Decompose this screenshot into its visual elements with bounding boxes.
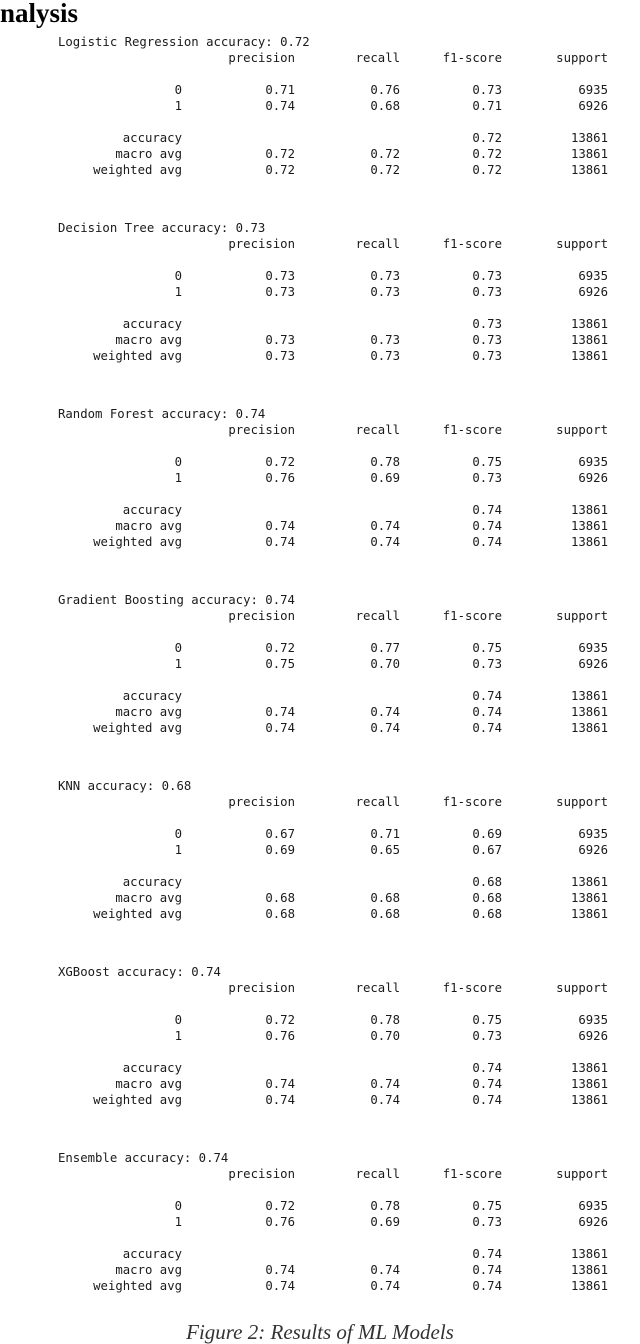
cell-label: 1	[174, 1215, 182, 1229]
cell-recall: 0.74	[370, 519, 400, 533]
cell-precision: 0.67	[265, 827, 295, 841]
summary-row	[0, 1246, 640, 1262]
cell-support: 13861	[570, 317, 608, 331]
cell-label: accuracy	[122, 1247, 182, 1261]
cell-f1: 0.75	[472, 1199, 502, 1213]
summary-row	[0, 1076, 640, 1092]
report-title: Decision Tree accuracy: 0.73	[58, 221, 266, 235]
cell-precision: 0.71	[265, 83, 295, 97]
cell-f1: 0.75	[472, 1013, 502, 1027]
cell-precision: 0.74	[265, 1263, 295, 1277]
cell-recall: 0.74	[370, 535, 400, 549]
report-title: KNN accuracy: 0.68	[58, 779, 192, 793]
cell-precision: 0.69	[265, 843, 295, 857]
cell-label: macro avg	[115, 705, 182, 719]
cell-label: 0	[174, 1199, 182, 1213]
column-header-f1: f1-score	[442, 51, 502, 65]
summary-row	[0, 1060, 640, 1076]
cell-recall: 0.72	[370, 147, 400, 161]
class-row	[0, 454, 640, 470]
cell-support: 6926	[578, 471, 608, 485]
class-row	[0, 470, 640, 486]
cell-support: 13861	[570, 131, 608, 145]
column-header-support: support	[556, 423, 608, 437]
column-header-recall: recall	[355, 795, 400, 809]
cell-f1: 0.73	[472, 83, 502, 97]
cell-precision: 0.72	[265, 1013, 295, 1027]
cell-label: accuracy	[122, 689, 182, 703]
class-row	[0, 284, 640, 300]
cell-support: 13861	[570, 1247, 608, 1261]
cell-label: weighted avg	[93, 1093, 182, 1107]
cell-f1: 0.74	[472, 1061, 502, 1075]
class-row	[0, 1198, 640, 1214]
column-header-f1: f1-score	[442, 795, 502, 809]
cell-f1: 0.68	[472, 891, 502, 905]
cell-support: 13861	[570, 333, 608, 347]
cell-precision: 0.74	[265, 1279, 295, 1293]
column-header-recall: recall	[355, 51, 400, 65]
cell-recall: 0.68	[370, 891, 400, 905]
cell-f1: 0.73	[472, 1215, 502, 1229]
column-header-f1: f1-score	[442, 237, 502, 251]
cell-precision: 0.74	[265, 721, 295, 735]
report-title: XGBoost accuracy: 0.74	[58, 965, 221, 979]
cell-recall: 0.68	[370, 99, 400, 113]
column-header-f1: f1-score	[442, 423, 502, 437]
cell-recall: 0.73	[370, 285, 400, 299]
cell-f1: 0.73	[472, 657, 502, 671]
cell-f1: 0.72	[472, 147, 502, 161]
cell-label: accuracy	[122, 1061, 182, 1075]
cell-f1: 0.73	[472, 349, 502, 363]
cell-support: 6935	[578, 1199, 608, 1213]
class-row	[0, 98, 640, 114]
report-header-row	[0, 50, 640, 66]
column-header-f1: f1-score	[442, 981, 502, 995]
cell-precision: 0.76	[265, 1029, 295, 1043]
summary-row	[0, 162, 640, 178]
column-header-support: support	[556, 237, 608, 251]
cell-recall: 0.73	[370, 269, 400, 283]
cell-f1: 0.74	[472, 535, 502, 549]
cell-support: 13861	[570, 1279, 608, 1293]
cell-recall: 0.78	[370, 1013, 400, 1027]
cell-recall: 0.70	[370, 1029, 400, 1043]
cell-recall: 0.74	[370, 1077, 400, 1091]
class-row	[0, 1028, 640, 1044]
cell-f1: 0.73	[472, 317, 502, 331]
cell-f1: 0.73	[472, 1029, 502, 1043]
summary-row	[0, 688, 640, 704]
cell-support: 13861	[570, 349, 608, 363]
cell-label: 0	[174, 455, 182, 469]
cell-recall: 0.73	[370, 349, 400, 363]
cell-precision: 0.73	[265, 333, 295, 347]
cell-label: macro avg	[115, 333, 182, 347]
report-header-row	[0, 980, 640, 996]
column-header-recall: recall	[355, 1167, 400, 1181]
cell-support: 6926	[578, 843, 608, 857]
cell-precision: 0.76	[265, 471, 295, 485]
cell-support: 13861	[570, 503, 608, 517]
column-header-recall: recall	[355, 609, 400, 623]
summary-row	[0, 1262, 640, 1278]
summary-row	[0, 348, 640, 364]
cell-support: 6935	[578, 269, 608, 283]
summary-row	[0, 874, 640, 890]
cell-recall: 0.68	[370, 907, 400, 921]
summary-row	[0, 890, 640, 906]
cell-recall: 0.72	[370, 163, 400, 177]
cell-precision: 0.75	[265, 657, 295, 671]
cell-precision: 0.72	[265, 147, 295, 161]
class-row	[0, 82, 640, 98]
cell-f1: 0.74	[472, 519, 502, 533]
column-header-support: support	[556, 981, 608, 995]
column-header-f1: f1-score	[442, 609, 502, 623]
class-row	[0, 826, 640, 842]
summary-row	[0, 720, 640, 736]
cell-support: 13861	[570, 1061, 608, 1075]
cell-support: 13861	[570, 721, 608, 735]
cell-f1: 0.74	[472, 1263, 502, 1277]
cell-label: macro avg	[115, 519, 182, 533]
cell-f1: 0.74	[472, 1247, 502, 1261]
cell-f1: 0.68	[472, 907, 502, 921]
cell-support: 13861	[570, 907, 608, 921]
cell-precision: 0.72	[265, 163, 295, 177]
cell-precision: 0.72	[265, 455, 295, 469]
report-header-row	[0, 236, 640, 252]
class-row	[0, 640, 640, 656]
cell-precision: 0.74	[265, 705, 295, 719]
cell-label: weighted avg	[93, 907, 182, 921]
cell-label: weighted avg	[93, 721, 182, 735]
summary-row	[0, 316, 640, 332]
cell-label: weighted avg	[93, 163, 182, 177]
column-header-precision: precision	[228, 795, 295, 809]
cell-label: 0	[174, 269, 182, 283]
class-row	[0, 1214, 640, 1230]
column-header-precision: precision	[228, 609, 295, 623]
summary-row	[0, 146, 640, 162]
cell-f1: 0.74	[472, 705, 502, 719]
cell-label: 0	[174, 1013, 182, 1027]
summary-row	[0, 130, 640, 146]
report-title: Random Forest accuracy: 0.74	[58, 407, 266, 421]
cell-support: 13861	[570, 891, 608, 905]
cell-precision: 0.72	[265, 641, 295, 655]
column-header-recall: recall	[355, 237, 400, 251]
class-row	[0, 1012, 640, 1028]
class-row	[0, 842, 640, 858]
cell-support: 6926	[578, 285, 608, 299]
cell-f1: 0.74	[472, 503, 502, 517]
report-title: Logistic Regression accuracy: 0.72	[58, 35, 310, 49]
class-row	[0, 656, 640, 672]
cell-support: 13861	[570, 147, 608, 161]
class-row	[0, 268, 640, 284]
cell-label: 0	[174, 83, 182, 97]
cell-recall: 0.69	[370, 1215, 400, 1229]
cell-label: macro avg	[115, 1263, 182, 1277]
cell-f1: 0.71	[472, 99, 502, 113]
column-header-precision: precision	[228, 237, 295, 251]
cell-precision: 0.73	[265, 349, 295, 363]
cell-f1: 0.72	[472, 163, 502, 177]
report-header-row	[0, 794, 640, 810]
column-header-f1: f1-score	[442, 1167, 502, 1181]
summary-row	[0, 1278, 640, 1294]
cell-label: 1	[174, 99, 182, 113]
column-header-recall: recall	[355, 981, 400, 995]
cell-support: 13861	[570, 1263, 608, 1277]
report-header-row	[0, 422, 640, 438]
summary-row	[0, 518, 640, 534]
cell-support: 6926	[578, 99, 608, 113]
cell-precision: 0.68	[265, 891, 295, 905]
cell-precision: 0.74	[265, 519, 295, 533]
cell-f1: 0.72	[472, 131, 502, 145]
cell-label: 1	[174, 1029, 182, 1043]
cell-precision: 0.76	[265, 1215, 295, 1229]
cell-precision: 0.74	[265, 99, 295, 113]
summary-row	[0, 906, 640, 922]
report-header-row	[0, 1166, 640, 1182]
cell-label: accuracy	[122, 317, 182, 331]
cell-label: 1	[174, 471, 182, 485]
cell-label: 1	[174, 657, 182, 671]
summary-row	[0, 534, 640, 550]
cell-label: weighted avg	[93, 535, 182, 549]
cell-support: 13861	[570, 163, 608, 177]
cell-support: 13861	[570, 535, 608, 549]
cell-recall: 0.74	[370, 721, 400, 735]
summary-row	[0, 332, 640, 348]
cell-recall: 0.78	[370, 455, 400, 469]
column-header-precision: precision	[228, 423, 295, 437]
cell-recall: 0.74	[370, 1279, 400, 1293]
column-header-precision: precision	[228, 1167, 295, 1181]
cell-support: 13861	[570, 689, 608, 703]
cell-support: 13861	[570, 705, 608, 719]
cell-f1: 0.73	[472, 285, 502, 299]
column-header-support: support	[556, 1167, 608, 1181]
cell-f1: 0.75	[472, 641, 502, 655]
cell-support: 13861	[570, 519, 608, 533]
section-heading: nalysis	[0, 0, 79, 28]
cell-recall: 0.71	[370, 827, 400, 841]
cell-f1: 0.75	[472, 455, 502, 469]
cell-support: 13861	[570, 1093, 608, 1107]
report-title: Gradient Boosting accuracy: 0.74	[58, 593, 295, 607]
cell-precision: 0.73	[265, 285, 295, 299]
cell-support: 6926	[578, 657, 608, 671]
cell-support: 6935	[578, 455, 608, 469]
cell-f1: 0.74	[472, 689, 502, 703]
cell-recall: 0.74	[370, 1093, 400, 1107]
cell-support: 13861	[570, 875, 608, 889]
cell-precision: 0.68	[265, 907, 295, 921]
cell-recall: 0.70	[370, 657, 400, 671]
cell-recall: 0.73	[370, 333, 400, 347]
cell-support: 6935	[578, 827, 608, 841]
cell-label: 1	[174, 285, 182, 299]
column-header-precision: precision	[228, 51, 295, 65]
summary-row	[0, 502, 640, 518]
cell-label: accuracy	[122, 131, 182, 145]
column-header-support: support	[556, 51, 608, 65]
cell-f1: 0.74	[472, 721, 502, 735]
cell-f1: 0.74	[472, 1093, 502, 1107]
cell-support: 6926	[578, 1215, 608, 1229]
cell-f1: 0.73	[472, 471, 502, 485]
cell-support: 6935	[578, 83, 608, 97]
cell-label: 0	[174, 827, 182, 841]
cell-f1: 0.67	[472, 843, 502, 857]
cell-precision: 0.72	[265, 1199, 295, 1213]
column-header-support: support	[556, 795, 608, 809]
cell-precision: 0.74	[265, 1077, 295, 1091]
cell-recall: 0.69	[370, 471, 400, 485]
report-title: Ensemble accuracy: 0.74	[58, 1151, 229, 1165]
cell-f1: 0.74	[472, 1279, 502, 1293]
figure-caption: Figure 2: Results of ML Models	[186, 1320, 454, 1344]
cell-label: macro avg	[115, 891, 182, 905]
cell-label: macro avg	[115, 147, 182, 161]
cell-f1: 0.74	[472, 1077, 502, 1091]
cell-recall: 0.74	[370, 705, 400, 719]
cell-precision: 0.73	[265, 269, 295, 283]
cell-label: 1	[174, 843, 182, 857]
cell-f1: 0.73	[472, 269, 502, 283]
cell-support: 13861	[570, 1077, 608, 1091]
cell-label: accuracy	[122, 503, 182, 517]
cell-label: accuracy	[122, 875, 182, 889]
cell-support: 6926	[578, 1029, 608, 1043]
cell-recall: 0.65	[370, 843, 400, 857]
cell-label: macro avg	[115, 1077, 182, 1091]
summary-row	[0, 704, 640, 720]
cell-recall: 0.78	[370, 1199, 400, 1213]
cell-recall: 0.77	[370, 641, 400, 655]
cell-label: weighted avg	[93, 349, 182, 363]
cell-support: 6935	[578, 641, 608, 655]
column-header-precision: precision	[228, 981, 295, 995]
cell-f1: 0.68	[472, 875, 502, 889]
cell-label: 0	[174, 641, 182, 655]
summary-row	[0, 1092, 640, 1108]
cell-precision: 0.74	[265, 535, 295, 549]
cell-label: weighted avg	[93, 1279, 182, 1293]
column-header-recall: recall	[355, 423, 400, 437]
cell-recall: 0.74	[370, 1263, 400, 1277]
column-header-support: support	[556, 609, 608, 623]
cell-f1: 0.73	[472, 333, 502, 347]
report-header-row	[0, 608, 640, 624]
cell-f1: 0.69	[472, 827, 502, 841]
cell-support: 6935	[578, 1013, 608, 1027]
cell-precision: 0.74	[265, 1093, 295, 1107]
cell-recall: 0.76	[370, 83, 400, 97]
